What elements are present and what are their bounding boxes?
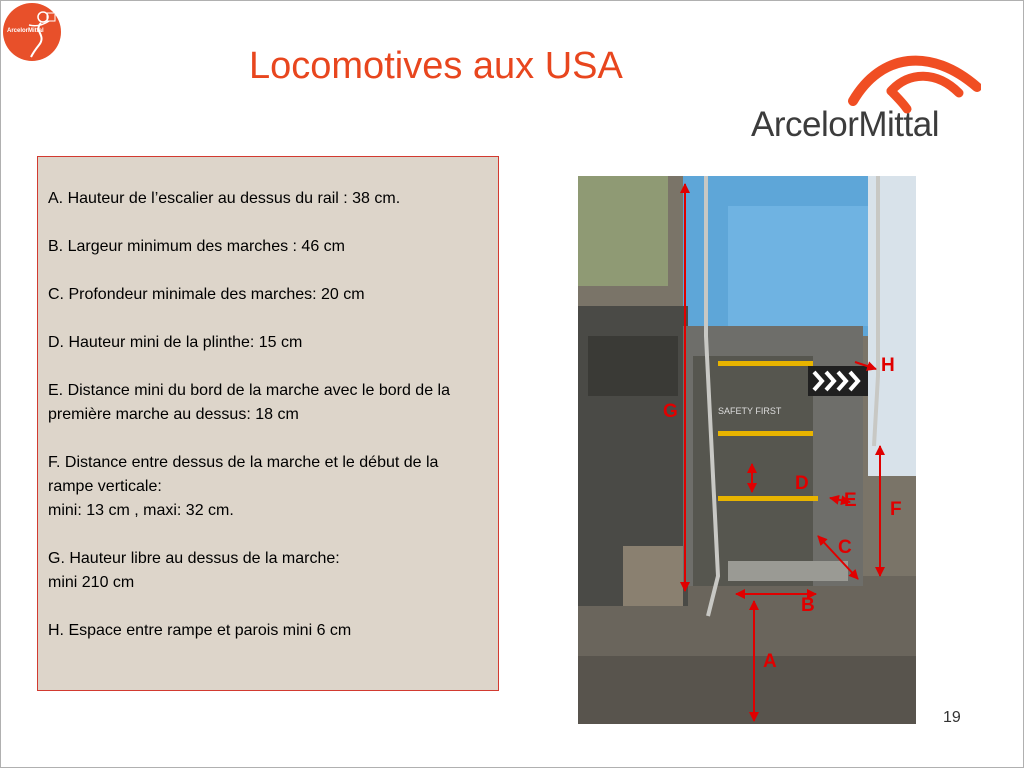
locomotive-steps-photo bbox=[578, 176, 916, 724]
label-g: G bbox=[663, 401, 678, 422]
requirement-f: F. Distance entre dessus de la marche et le début de la rampe verticale: mini: 13 cm , maxi: 32 cm. bbox=[48, 454, 439, 519]
safety-first-stencil: SAFETY FIRST bbox=[718, 406, 782, 416]
label-h: H bbox=[881, 355, 895, 376]
requirement-d: D. Hauteur mini de la plinthe: 15 cm bbox=[48, 334, 303, 351]
requirement-b: B. Largeur minimum des marches : 46 cm bbox=[48, 238, 345, 255]
requirement-c: C. Profondeur minimale des marches: 20 cm bbox=[48, 286, 365, 303]
requirement-g: G. Hauteur libre au dessus de la marche: mini 210 cm bbox=[48, 550, 340, 591]
label-b: B bbox=[801, 595, 815, 616]
requirement-e: E. Distance mini du bord de la marche avec le bord de la première marche au dessus: 18 cm bbox=[48, 382, 450, 423]
requirements-box bbox=[37, 156, 499, 691]
requirement-a: A. Hauteur de l’escalier au dessus du rail : 38 cm. bbox=[48, 190, 401, 207]
arcelormittal-wordmark: ArcelorMittal bbox=[751, 105, 939, 144]
label-e: E bbox=[844, 490, 857, 511]
label-d: D bbox=[795, 473, 809, 494]
requirement-h: H. Espace entre rampe et parois mini 6 cm bbox=[48, 622, 352, 639]
page-number: 19 bbox=[943, 709, 961, 726]
label-f: F bbox=[890, 499, 902, 520]
label-a: A bbox=[763, 651, 777, 672]
badge-text: ArcelorMittal bbox=[7, 28, 44, 34]
label-c: C bbox=[838, 537, 852, 558]
slide-title: Locomotives aux USA bbox=[249, 45, 623, 87]
arcelormittal-badge-logo bbox=[3, 3, 61, 61]
